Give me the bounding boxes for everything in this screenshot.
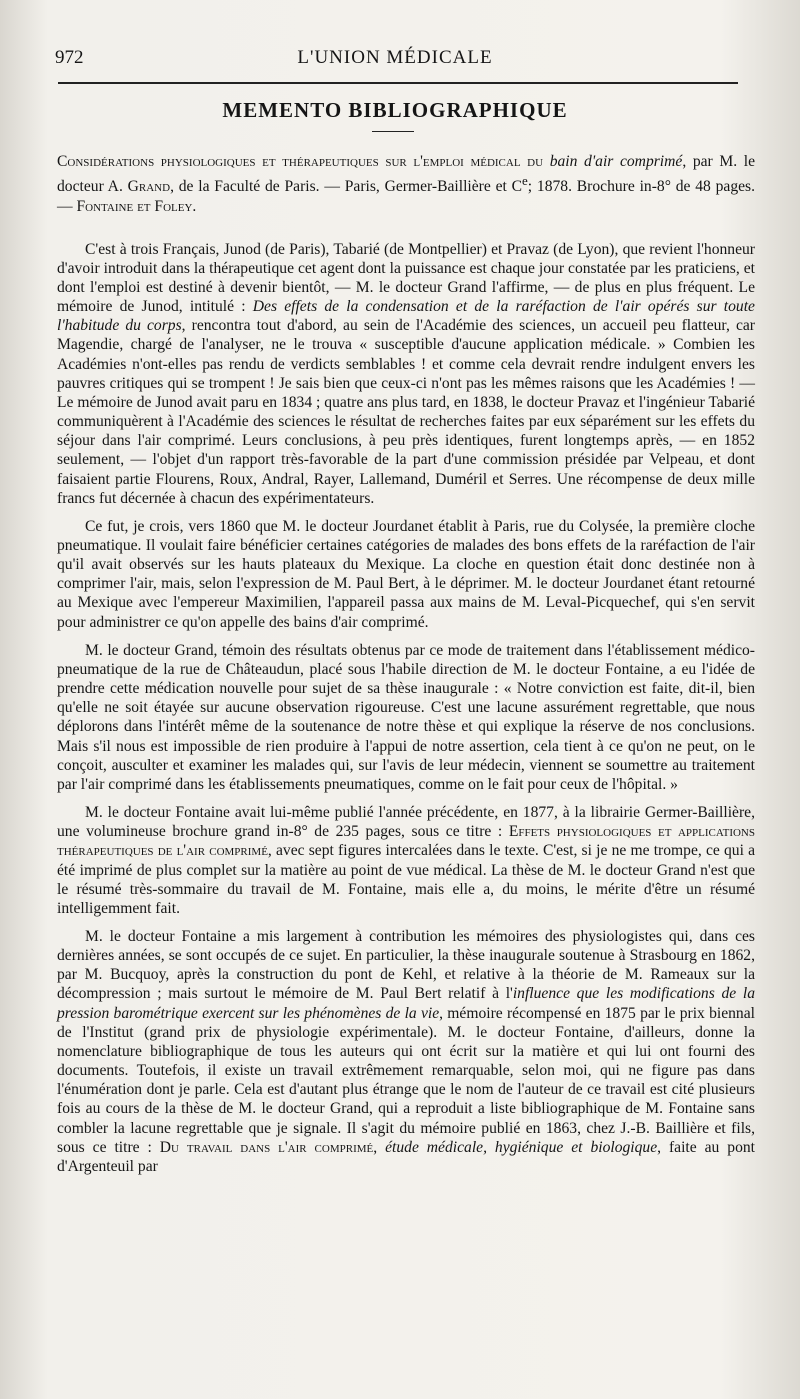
memoir-1863-subtitle: étude médicale, hygiénique et biologique (385, 1138, 658, 1156)
paragraph-1 (57, 240, 755, 508)
memoir-1863-title: Du travail dans l'air comprimé (159, 1138, 374, 1156)
paragraph-1-text-b: , rencontra tout d'abord, au sein de l'Académie des sciences, un accueil peu flatteur, car Magendie, chargé de l'analyser, ne le trouva « susceptible d'aucune application médicale. » Combien les Académies n'ont-elles pas rendu de verdicts semblables ! et comme cela devrait rendre indulgent envers les pauvres critiques qui se trompent ! Je sais bien que ceux-ci n'ont pas les mêmes raisons que les Académies ! — Le mémoire de Junod avait paru en 1834 ; quatre ans plus tard, en 1838, le docteur Pravaz et l'ingénieur Tabarié communiquèrent à l'Académie des sciences le résultat de recherches faites par eux séparément sur les effets du séjour dans l'air comprimé. Leurs conclusions, à peu près identiques, furent longtemps après, — en 1852 seulement, — l'objet d'un rapport très-favorable de la part d'une commission présidée par Velpeau, et dont faisaient partie Flourens, Roux, Andral, Rayer, Lallemand, Duméril et Serres. Une récompense de deux mille francs fut décernée à chacun des expérimentateurs. (57, 317, 755, 507)
citation-by: , par M. le docteur A. (57, 153, 755, 196)
page-number: 972 (55, 47, 84, 68)
citation-affiliation: , de la Faculté de Paris. — Paris, Germer-Baillière et C (170, 178, 523, 196)
fontaine-brochure-title: Effets physiologiques et applications thérapeutiques de l'air comprimé (57, 823, 755, 860)
citation-sup: e (522, 173, 528, 189)
paragraph-5-text-c: , faite au pont d'Argenteuil par (57, 1138, 755, 1175)
bibliographic-citation (57, 152, 755, 216)
article-body (57, 152, 755, 1176)
paragraph-5-text-a: M. le docteur Fontaine a mis largement à contribution les mémoires des physiologistes qui, dans ces dernières années, se sont occupés de ce sujet. En particulier, la thèse inaugurale soutenue à Strasbourg en 1862, par M. Bucquoy, après la construction du pont de Kehl, et relative à la théorie de M. Rameaux sur la décompression ; mais surtout le mémoire de M. Paul Bert relatif à l' (57, 927, 755, 1003)
paragraph-3: M. le docteur Grand, témoin des résultats obtenus par ce mode de traitement dans l'établissement médico-pneumatique de la rue de Châteaudun, placé sous l'habile direction de M. le docteur Fontaine, a eu l'idée de prendre cette médication nouvelle pour sujet de sa thèse inaugurale : « Notre conviction est faite, dit-il, bien qu'elle ne soit étayée sur aucune observation rigoureuse. C'est une lacune assurément regrettable, que nous déplorons dans l'intérêt même de la soutenance de notre thèse et qui explique la réserve de nos conclusions. Mais s'il nous est impossible de rien produire à l'appui de notre assertion, cela tient à ce qu'on ne peut, on le conçoit, ausculter et examiner les malades qui, sur l'avis de leur médecin, viennent se soumettre au traitement par l'air comprimé dans les établissements pneumatiques, comme on le fait pour ceux de l'hôpital. » (57, 641, 755, 793)
paragraph-1-text-a: C'est à trois Français, Junod (de Paris), Tabarié (de Montpellier) et Pravaz (de Lyon), que revient l'honneur d'avoir introduit dans la thérapeutique cet agent dont la puissance est chaque jour constatée par les praticiens, et dont l'emploi est destiné à devenir bientôt, — M. le docteur Grand l'affirme, — de plus en plus fréquent. Le mémoire de Junod, intitulé : (57, 240, 755, 316)
citation-author: Grand (127, 178, 171, 196)
citation-reviewers: Fontaine et Foley. (76, 197, 197, 215)
citation-publication: ; 1878. Brochure in-8° de 48 pages. — (57, 178, 756, 215)
junod-memoir-title: Des effets de la condensation et de la raréfaction de l'air opérés sur toute l'habitude du corps (57, 298, 755, 335)
header-rule (58, 82, 738, 84)
paragraph-2: Ce fut, je crois, vers 1860 que M. le docteur Jourdanet établit à Paris, rue du Colysée, la première cloche pneumatique. Il voulait faire bénéficier certaines catégories de malades des bons effets de la raréfaction de l'air qu'il avait observés sur les hauts plateaux du Mexique. La cloche en question était donc destinée non à comprimer l'air, mais, selon l'expression de M. Paul Bert, à le déprimer. M. le docteur Jourdanet étant retourné au Mexique avec l'empereur Maximilien, l'appareil passa aux mains de M. Leval-Picquechef, qui s'en servit pour administrer ce qu'on appelle des bains d'air comprimé. (57, 517, 755, 631)
paragraph-5: M. le docteur Fontaine a mis largement à contribution les mémoires des physiologistes qui, dans ces dernières années, se sont occupés de ce sujet. En particulier, la thèse inaugurale soutenue à Strasbourg en 1862, par M. Bucquoy, après la construction du pont de Kehl, et relative à la théorie de M. Rameaux sur la décompression ; mais surtout le mémoire de M. Paul Bert relatif à l'influence que les modifications de la pression barométrique exercent sur les phénomènes de la vie, mémoire récompensé en 1875 par le prix biennal de l'Institut (grand prix de physiologie expérimentale). M. le docteur Fontaine, d'ailleurs, donne la nomenclature bibliographique de tous les auteurs qui ont écrit sur la matière et qui lui ont fourni des documents. Toutefois, il existe un travail extrêmement remarquable, selon moi, qui ne figure pas dans l'énumération dont je parle. Cela est d'autant plus étrange que le nom de l'auteur de ce travail est cité plusieurs fois au cours de la thèse de M. le docteur Grand, qui a reproduit a liste bibliographique de M. Fontaine sans combler la lacune regrettable que je signale. Il s'agit du mémoire publié en 1863, chez J.-B. Baillière et fils, sous ce titre : Du travail dans l'air comprimé, étude médicale, hygiénique et biologique, faite au pont d'Argenteuil par (57, 927, 755, 1175)
paragraph-4-text-a: M. le docteur Fontaine avait lui-même publié l'année précédente, en 1877, à la librairie Germer-Baillière, une volumineuse brochure grand in-8° de 235 pages, sous ce titre : (57, 804, 755, 841)
paragraph-4-text-b: , avec sept figures intercalées dans le texte. C'est, si je ne me trompe, ce qui a été imprimé de plus complet sur la matière au point de vue médical. La thèse de M. le docteur Grand n'est que le résumé très-sommaire du travail de M. Fontaine, mais elle a, du moins, le mérite d'être un résumé intelligemment fait. (57, 842, 756, 917)
paragraph-4 (57, 803, 755, 918)
section-title: MEMENTO BIBLIOGRAPHIQUE (222, 98, 568, 122)
citation-title: Considérations physiologiques et thérapeutiques sur l'emploi médical du (57, 153, 544, 170)
paragraph-5-text-b: , mémoire récompensé en 1875 par le prix biennal de l'Institut (grand prix de physiologie expérimentale). M. le docteur Fontaine, d'ailleurs, donne la nomenclature bibliographique de tous les auteurs qui ont écrit sur la matière et qui lui ont fourni des documents. Toutefois, il existe un travail extrêmement remarquable, selon moi, qui ne figure pas dans l'énumération dont je parle. Cela est d'autant plus étrange que le nom de l'auteur de ce travail est cité plusieurs fois au cours de la thèse de M. le docteur Grand, qui a reproduit a liste bibliographique de M. Fontaine sans combler la lacune regrettable que je signale. Il s'agit du mémoire publié en 1863, chez J.-B. Baillière et fils, sous ce titre : (57, 1004, 755, 1156)
citation-title-italic: bain d'air comprimé (549, 153, 683, 170)
paul-bert-memoir-title: influence que les modifications de la pression barométrique exercent sur les phénomènes de la vie (57, 985, 755, 1022)
page-header (55, 45, 735, 73)
running-title: L'UNION MÉDICALE (297, 47, 493, 68)
title-rule (372, 131, 414, 132)
